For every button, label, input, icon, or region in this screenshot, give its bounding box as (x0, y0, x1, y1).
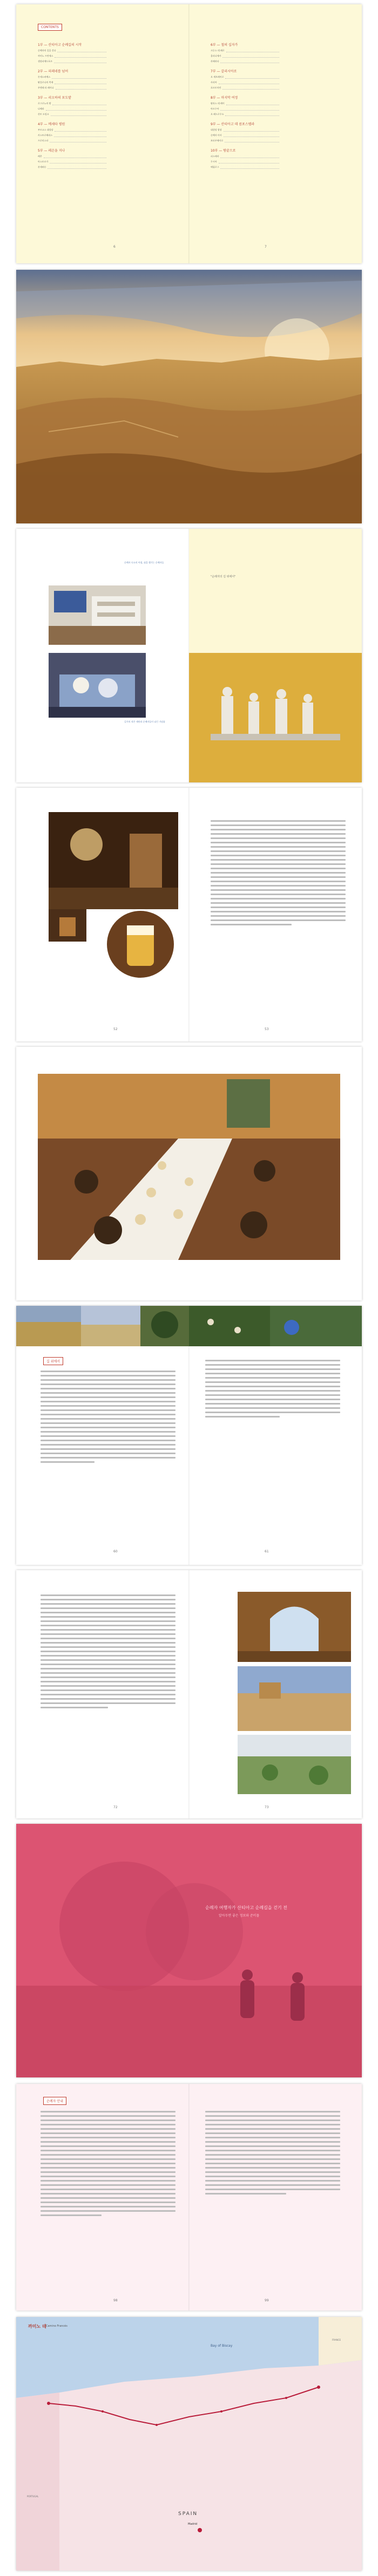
toc-entry[interactable] (211, 54, 281, 58)
small-photo (49, 909, 86, 942)
pink-spread (16, 1824, 362, 2077)
toc-entry-label: 크루스 데 페로 (211, 49, 225, 52)
toc-chapter-title[interactable]: 3부 — 리오하의 포도밭 (38, 96, 71, 100)
gutter (188, 788, 190, 1041)
spain-label: SPAIN (178, 2511, 198, 2517)
toc-leader-dots (222, 54, 279, 58)
pilgrims-photo (16, 1824, 362, 2077)
toc-chapter (38, 42, 108, 63)
castle-spread (16, 1570, 362, 1818)
toc-leader-dots (57, 49, 106, 52)
body-text-left (40, 1592, 176, 1711)
toc-leader-dots (44, 155, 106, 158)
landscape-spread (16, 270, 362, 523)
page-number-left: 6 (113, 245, 116, 249)
page-number-left: 60 (113, 1550, 118, 1553)
toc-entry[interactable] (38, 166, 108, 169)
body-text-left (40, 1368, 176, 1466)
toc-entry-label: 사리아 (211, 81, 217, 84)
toc-leader-dots (55, 81, 106, 84)
toc-leader-dots (55, 128, 106, 132)
toc-entry[interactable] (38, 155, 108, 158)
toc-chapter-title[interactable]: 5부 — 레온을 지나 (38, 149, 65, 153)
toc-entry[interactable] (211, 60, 281, 63)
toc-leader-dots (48, 166, 106, 169)
wall-photo (238, 1666, 351, 1731)
strip-photo-sky (81, 1306, 140, 1346)
page-number-right: 7 (265, 245, 267, 249)
hostel-photo (49, 585, 146, 645)
toc-entry-label: 나헤라 (38, 107, 44, 110)
toc-leader-dots (220, 107, 279, 111)
toc-entry[interactable] (38, 139, 108, 142)
toc-chapter (211, 148, 281, 169)
sea-label: Bay of Biscay (211, 2344, 233, 2348)
toc-entry-label: 피스테라 (211, 155, 219, 158)
toc-leader-dots (50, 160, 106, 163)
toc-entry-label: 폰세바돈 (38, 166, 46, 168)
info-spread (16, 2084, 362, 2311)
pink-heading: 순례자 여행자가 산티아고 순례길을 걷기 전 (205, 1905, 287, 1910)
section-badge: 길 위에서 (43, 1357, 63, 1365)
toc-leader-dots (54, 134, 106, 137)
toc-entry[interactable] (38, 102, 108, 105)
toc-entry-label: 순례자의 길을 걷다 (38, 49, 56, 52)
toc-leader-dots (225, 113, 279, 116)
toc-entry-label: 까미노 프란세스 (38, 54, 53, 57)
strip-spread (16, 1306, 362, 1565)
toc-chapter-title[interactable]: 6부 — 철의 십자가 (211, 43, 238, 47)
strip-photo-fields (16, 1306, 81, 1346)
toc-leader-dots (52, 76, 106, 79)
info-text-right (205, 2108, 340, 2197)
portugal-label: PORTUGAL (27, 2495, 39, 2498)
toc-entry[interactable] (211, 86, 281, 90)
toc-entry-label: 론세스바예스 (38, 76, 51, 78)
route-map (16, 2317, 362, 2571)
toc-entry[interactable] (211, 102, 281, 105)
arch-photo (238, 1592, 351, 1662)
toc-entry-label: 보타푸메이로 (211, 139, 224, 142)
france-label: FRANCE (332, 2339, 341, 2341)
toc-leader-dots (225, 76, 279, 79)
toc-entry[interactable] (211, 113, 281, 116)
gutter (188, 4, 190, 263)
dinner-spread (16, 1047, 362, 1300)
toc-entry[interactable] (211, 81, 281, 84)
toc-entry-label: 아스토르가 (38, 160, 49, 163)
toc-chapter-title[interactable]: 7부 — 갈리시아로 (211, 70, 237, 73)
page-number-left: 72 (113, 1805, 118, 1809)
toc-leader-dots (225, 139, 279, 142)
statue-page (189, 529, 362, 782)
toc-entry[interactable] (211, 49, 281, 52)
toc-entry[interactable] (211, 155, 281, 158)
toc-entry-label: 몰리나세카 (211, 54, 221, 57)
toc-chapter (211, 42, 281, 63)
toc-entry-label: 순례자 미사 (211, 134, 222, 137)
toc-chapter (38, 121, 108, 142)
page-number-right: 53 (265, 1027, 269, 1031)
toc-entry-label: 프로미스타 (38, 139, 49, 142)
toc-entry[interactable] (211, 128, 281, 132)
toc-leader-dots (224, 128, 279, 132)
garden-photo (238, 1735, 351, 1794)
toc-badge: CONTENTS (38, 24, 62, 31)
toc-chapter (211, 95, 281, 116)
map-spread (16, 2317, 362, 2571)
toc-chapter-title[interactable]: 8부 — 마지막 여정 (211, 96, 238, 100)
toc-entry[interactable] (38, 81, 108, 84)
statue-spread (16, 529, 362, 782)
map-subtitle: Camino Francés (46, 2325, 68, 2328)
page-number-left: 52 (113, 1027, 118, 1031)
wine-spread (16, 788, 362, 1041)
gutter (188, 2084, 190, 2311)
toc-chapter-title[interactable]: 1부 — 산티아고 순례길의 시작 (38, 43, 82, 47)
toc-entry-label: 아르수아 (211, 107, 219, 110)
toc-leader-dots (226, 49, 279, 52)
landscape-photo (16, 270, 362, 523)
toc-entry-label: 로그로뇨의 밤 (38, 102, 51, 105)
toc-right-column (211, 42, 281, 174)
quote-label: "순례자의 길 위에서" (211, 575, 236, 578)
toc-entry-label: 오 세브레이로 (211, 76, 224, 78)
page-number-left: 98 (113, 2299, 118, 2302)
toc-chapter-title[interactable]: 2부 — 피레네를 넘어 (38, 70, 69, 73)
toc-entry[interactable] (38, 54, 108, 58)
toc-chapter-title[interactable]: 9부 — 산티아고 데 콤포스텔라 (211, 122, 255, 126)
map-title: 까미노 데 (28, 2324, 46, 2329)
body-text-right (211, 817, 346, 928)
toc-entry[interactable] (38, 134, 108, 137)
toc-leader-dots (54, 60, 106, 63)
toc-entry-label: 에필로그 (211, 166, 219, 168)
toc-leader-dots (219, 81, 279, 84)
statue-photo (189, 653, 362, 782)
toc-entry[interactable] (38, 76, 108, 79)
candle-photo (49, 812, 178, 909)
toc-leader-dots (55, 54, 106, 58)
toc-entry-label: 폰페라다 (211, 60, 219, 63)
toc-leader-dots (220, 166, 279, 169)
toc-leader-dots (224, 134, 279, 137)
toc-leader-dots (222, 86, 279, 90)
page-number-right: 99 (265, 2299, 269, 2302)
madrid-label: Madrid (188, 2523, 198, 2526)
toc-entry-label: 생장피에드포르 (38, 60, 53, 63)
toc-leader-dots (226, 102, 279, 105)
toc-entry-label: 오 페드로우소 (211, 113, 224, 115)
toc-chapter (38, 69, 108, 90)
toc-entry[interactable] (211, 166, 281, 169)
toc-leader-dots (52, 102, 106, 105)
strip-photo-sign (270, 1306, 362, 1346)
info-badge: 순례자 안내 (43, 2097, 66, 2105)
toc-entry-label: 부르고스 대성당 (38, 128, 53, 131)
toc-leader-dots (51, 113, 106, 116)
toc-chapter-title[interactable]: 10부 — 땅끝으로 (211, 149, 236, 153)
strip-photo-tree (140, 1306, 189, 1346)
dinner-photo (38, 1074, 340, 1260)
toc-leader-dots (46, 107, 106, 111)
toc-entry-label: 포르토마린 (211, 86, 221, 89)
madrid-marker (198, 2528, 202, 2532)
toc-entry[interactable] (38, 128, 108, 132)
toc-entry-label: 산토 도밍고 (38, 113, 49, 115)
toc-left-column (38, 42, 108, 174)
toc-entry-label: 팜플로나의 축제 (38, 81, 53, 84)
toc-spread (16, 4, 362, 263)
toc-leader-dots (220, 60, 279, 63)
toc-leader-dots (50, 139, 106, 142)
toc-leader-dots (56, 86, 106, 90)
toc-entry[interactable] (211, 139, 281, 142)
toc-entry-label: 푸엔테 라 레이나 (38, 86, 54, 89)
gutter (188, 1570, 190, 1818)
page-number-right: 73 (265, 1805, 269, 1809)
toc-entry-label: 팔라스 데 레이 (211, 102, 225, 105)
toc-entry-label: 대성당 광장 (211, 128, 222, 131)
toc-leader-dots (220, 155, 279, 158)
strip-photo-flowers (189, 1306, 270, 1346)
toc-entry[interactable] (211, 134, 281, 137)
toc-entry[interactable] (38, 160, 108, 163)
toc-entry-label: 레온 (38, 155, 42, 158)
toc-entry-label: 무시아 (211, 160, 217, 163)
toc-chapter (38, 148, 108, 169)
toc-entry[interactable] (38, 113, 108, 116)
toc-entry[interactable] (38, 86, 108, 90)
glass-photo (103, 907, 178, 982)
toc-entry[interactable] (211, 107, 281, 111)
body-text-right (205, 1357, 340, 1420)
toc-chapter-title[interactable]: 4부 — 메세타 평원 (38, 122, 65, 126)
toc-entry[interactable] (38, 107, 108, 111)
toc-chapter (211, 69, 281, 90)
caption-bottom: 길가의 작은 제단과 순례자들이 남긴 기념품 (124, 720, 165, 723)
pink-subheading: 알아두면 좋은 정보와 준비물 (219, 1914, 260, 1918)
caption-top: 순례자 숙소의 아침, 짐을 챙기는 순례자들 (124, 561, 164, 564)
info-text-left (40, 2108, 176, 2219)
toc-entry[interactable] (211, 76, 281, 79)
toc-entry[interactable] (38, 49, 108, 52)
altar-photo (49, 653, 146, 718)
toc-entry[interactable] (211, 160, 281, 163)
toc-entry[interactable] (38, 60, 108, 63)
toc-chapter (38, 95, 108, 116)
toc-chapter (211, 121, 281, 142)
page-number-right: 61 (265, 1550, 269, 1553)
toc-leader-dots (219, 160, 279, 163)
toc-entry-label: 카스트로헤리스 (38, 134, 53, 137)
